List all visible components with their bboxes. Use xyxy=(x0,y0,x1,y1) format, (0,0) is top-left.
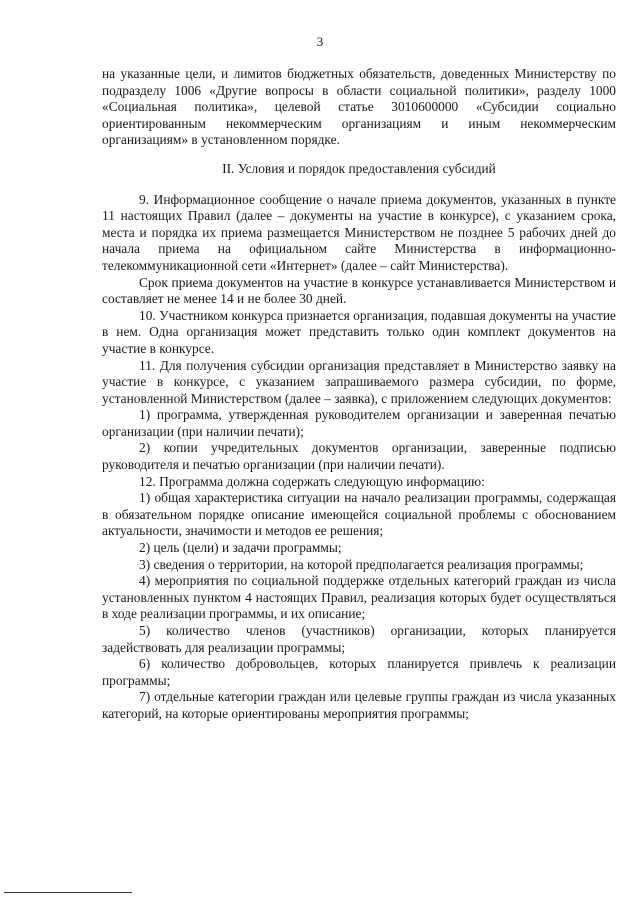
paragraph-item-12: 12. Программа должна содержать следующую информацию: xyxy=(139,473,485,489)
list-item-12-4: 4) мероприятия по социальной поддержке отдельных категорий граждан из числа установленных пунктом 4 настоящих Правил, реализация которых будет осуществляться в ходе реализации программы, и их описание; xyxy=(102,573,616,622)
paragraph-deadline: Срок приема документов на участие в конкурсе устанавливается Министерством и составляет не менее 14 и не более 30 дней. xyxy=(102,274,616,307)
paragraph-item-10: 10. Участником конкурса признается организация, подавшая документы на участие в нем. Одна организация может представить только один комплект документов на участие в конкурсе. xyxy=(102,307,616,356)
list-item-12-7: 7) отдельные категории граждан или целевые группы граждан из числа указанных категорий, на которые ориентированы мероприятия программы; xyxy=(102,689,616,721)
list-item-11-2: 2) копии учредительных документов организации, заверенные подписью руководителя и печатью организации (при наличии печати). xyxy=(102,440,616,473)
section-heading: II. Условия и порядок предоставления субсидий xyxy=(222,160,496,176)
paragraph-item-9: 9. Информационное сообщение о начале приема документов, указанных в пункте 11 настоящих Правил (далее – документы на участие в конкурсе), с указанием срока, места и порядка их приема размещается Министерством не позднее 5 рабочих дней до начала приема на официальном сайте Министерства в информационно-телекоммуникационной сети «Интернет» (далее – сайт Министерства). xyxy=(102,191,616,273)
paragraph-continuation: на указанные цели, и лимитов бюджетных обязательств, доведенных Министерству по подразделу 1006 «Другие вопросы в области социальной политики», разделу 1000 «Социальная политика», целевой статье 3010600000 «Субсидии социально ориентированным некоммерческим организациям и иным некоммерческим организациям» в установленном порядке. xyxy=(102,66,616,148)
footer-rule xyxy=(4,892,132,893)
list-item-12-2: 2) цель (цели) и задачи программы; xyxy=(139,540,342,556)
list-item-12-6: 6) количество добровольцев, которых планируется привлечь к реализации программы; xyxy=(102,656,616,688)
document-body xyxy=(102,66,616,723)
list-item-12-1: 1) общая характеристика ситуации на начало реализации программы, содержащая в обязательном порядке описание имеющейся социальной проблемы с обоснованием актуальности, значимости и методов ее решения; xyxy=(102,490,616,539)
page-number: 3 xyxy=(316,34,324,49)
list-item-11-1: 1) программа, утвержденная руководителем организации и заверенная печатью организации (при наличии печати); xyxy=(102,407,616,439)
list-item-12-5: 5) количество членов (участников) организации, которых планируется задействовать для реализации программы; xyxy=(102,623,616,655)
list-item-12-3: 3) сведения о территории, на которой предполагается реализация программы; xyxy=(139,556,584,572)
paragraph-item-11: 11. Для получения субсидии организация представляет в Министерство заявку на участие в конкурсе, с указанием запрашиваемого размера субсидии, по форме, установленной Министерством (далее – заявка), с приложением следующих документов: xyxy=(102,357,616,406)
